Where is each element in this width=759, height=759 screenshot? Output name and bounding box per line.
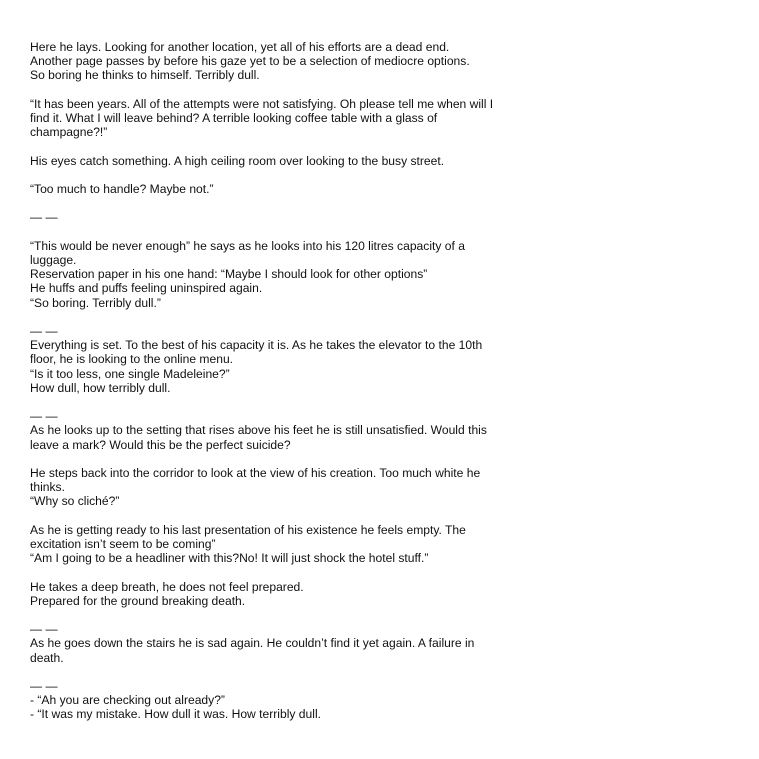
paragraph-gap	[30, 608, 550, 622]
paragraph-gap	[30, 310, 550, 324]
text-line: “Too much to handle? Maybe not.”	[30, 181, 214, 196]
text-line: “So boring. Terribly dull.”	[30, 295, 161, 310]
paragraph-gap	[30, 196, 550, 210]
text-line: Another page passes by before his gaze yet to be a selection of mediocre options.	[30, 54, 470, 69]
paragraph	[30, 580, 550, 608]
text-line: “Is it too less, one single Madeleine?”	[30, 366, 230, 381]
paragraph	[30, 338, 550, 395]
paragraph	[30, 523, 550, 566]
dialogue-line: - “Ah you are checking out already?”	[30, 693, 225, 708]
paragraph-gap	[30, 83, 550, 97]
paragraph-gap	[30, 565, 550, 579]
text-line: Here he lays. Looking for another location, yet all of his efforts are a dead end.	[30, 40, 450, 54]
paragraph	[30, 239, 550, 310]
paragraph-gap	[30, 452, 550, 466]
text-line: As he looks up to the setting that rises above his feet he is still unsatisfied. Would this	[30, 423, 487, 438]
paragraph-gap	[30, 168, 550, 182]
dialogue-line: - “It was my mistake. How dull it was. How terribly dull.	[30, 707, 321, 722]
text-line: champagne?!”	[30, 125, 108, 140]
text-line: death.	[30, 650, 64, 665]
text-line: He takes a deep breath, he does not feel prepared.	[30, 579, 304, 594]
section-separator: — —	[30, 323, 58, 338]
paragraph	[30, 466, 550, 509]
paragraph	[30, 423, 550, 451]
section-separator: — —	[30, 622, 58, 637]
document-page	[30, 40, 550, 722]
text-line: thinks.	[30, 480, 65, 495]
paragraph	[30, 636, 550, 664]
paragraph-gap	[30, 139, 550, 153]
text-line: As he goes down the stairs he is sad again. He couldn’t find it yet again. A failure in	[30, 636, 475, 651]
text-line: He huffs and puffs feeling uninspired again.	[30, 281, 263, 296]
text-line: Reservation paper in his one hand: “Maybe I should look for other options”	[30, 267, 428, 282]
text-line: floor, he is looking to the online menu.	[30, 352, 234, 367]
text-line: So boring he thinks to himself. Terribly dull.	[30, 68, 260, 83]
paragraph-gap	[30, 665, 550, 679]
text-line: “Am I going to be a headliner with this?No! It will just shock the hotel stuff.”	[30, 551, 429, 566]
paragraph	[30, 97, 550, 140]
section-separator: — —	[30, 678, 58, 693]
paragraph	[30, 182, 550, 196]
text-line: As he is getting ready to his last presentation of his existence he feels empty. The	[30, 522, 466, 537]
section-separator: — —	[30, 210, 58, 225]
paragraph	[30, 154, 550, 168]
text-line: “It has been years. All of the attempts were not satisfying. Oh please tell me when will I	[30, 96, 494, 111]
text-line: “Why so cliché?”	[30, 494, 120, 509]
paragraph-gap	[30, 225, 550, 239]
dialogue	[30, 693, 550, 721]
text-line: How dull, how terribly dull.	[30, 380, 171, 395]
text-line: His eyes catch something. A high ceiling room over looking to the busy street.	[30, 153, 445, 168]
paragraph-gap	[30, 509, 550, 523]
text-line: luggage.	[30, 252, 77, 267]
section-separator: — —	[30, 409, 58, 424]
text-line: leave a mark? Would this be the perfect suicide?	[30, 437, 291, 452]
text-line: find it. What I will leave behind? A terrible looking coffee table with a glass of	[30, 111, 438, 125]
paragraph-gap	[30, 395, 550, 409]
text-line: He steps back into the corridor to look at the view of his creation. Too much white he	[30, 465, 481, 480]
text-line: Prepared for the ground breaking death.	[30, 593, 246, 608]
text-line: excitation isn’t seem to be coming”	[30, 536, 216, 551]
text-line: “This would be never enough” he says as he looks into his 120 litres capacity of a	[30, 238, 465, 253]
paragraph	[30, 40, 550, 83]
text-line: Everything is set. To the best of his capacity it is. As he takes the elevator to the 10th	[30, 338, 483, 353]
